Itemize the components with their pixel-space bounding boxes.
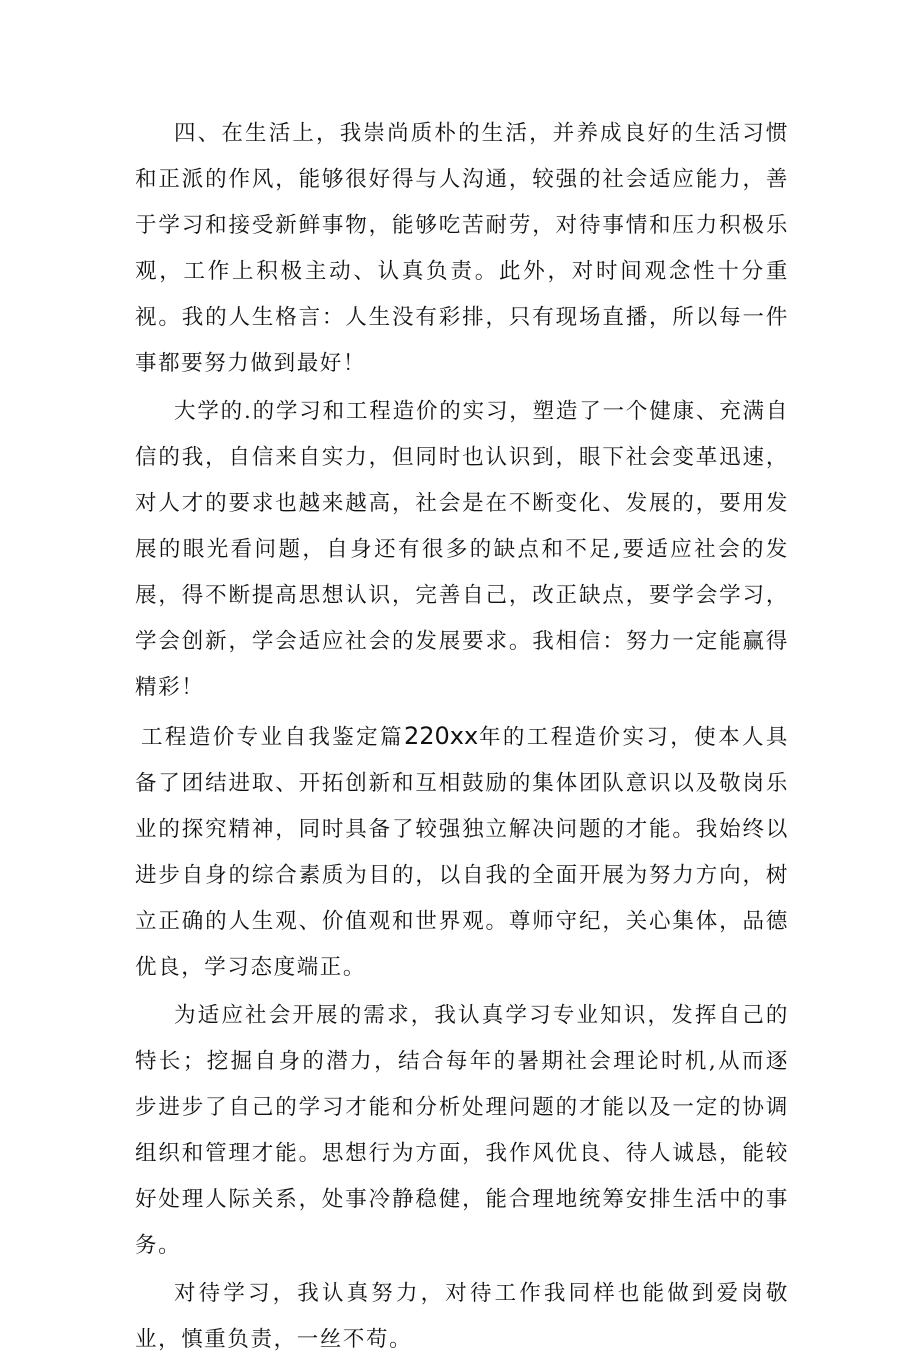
year-placeholder: 220xx: [403, 722, 479, 750]
paragraph-self-appraisal-2: [135, 713, 789, 991]
section-heading-inline: 工程造价专业自我鉴定篇: [141, 725, 404, 750]
paragraph-social-needs: 为适应社会开展的需求，我认真学习专业知识，发挥自己的特长；挖掘自身的潜力，结合每年的暑期社会理论时机,从而逐步进步了自己的学习才能和分析处理问题的才能以及一定的协调组织和管理才能。思想行为方面，我作风优良、待人诚恳，能较好处理人际关系，处事冷静稳健，能合理地统筹安排生活中的事务。: [135, 1003, 789, 1258]
paragraph-university-study: 大学的.的学习和工程造价的实习，塑造了一个健康、充满自信的我，自信来自实力，但同时也认识到，眼下社会变革迅速，对人才的要求也越来越高，社会是在不断变化、发展的，要用发展的眼光看问题，自身还有很多的缺点和不足,要适应社会的发展，得不断提高思想认识，完善自己，改正缺点，要学会学习，学会创新，学会适应社会的发展要求。我相信：努力一定能赢得精彩！: [135, 399, 789, 700]
paragraph-life-attitude: 四、在生活上，我崇尚质朴的生活，并养成良好的生活习惯和正派的作风，能够很好得与人沟通，较强的社会适应能力，善于学习和接受新鲜事物，能够吃苦耐劳，对待事情和压力积极乐观，工作上积极主动、认真负责。此外，对时间观念性十分重视。我的人生格言：人生没有彩排，只有现场直播，所以每一件事都要努力做到最好！: [135, 121, 789, 376]
document-page: [135, 111, 789, 1363]
paragraph-body: 年的工程造价实习，使本人具备了团结进取、开拓创新和互相鼓励的集体团队意识以及敬岗乐业的探究精神，同时具备了较强独立解决问题的才能。我始终以进步自身的综合素质为目的，以自我的全面开展为努力方向，树立正确的人生观、价值观和世界观。尊师守纪，关心集体，品德优良，学习态度端正。: [135, 725, 789, 980]
paragraph-work-attitude: 对待学习，我认真努力，对待工作我同样也能做到爱岗敬业，慎重负责，一丝不苟。: [135, 1281, 789, 1352]
